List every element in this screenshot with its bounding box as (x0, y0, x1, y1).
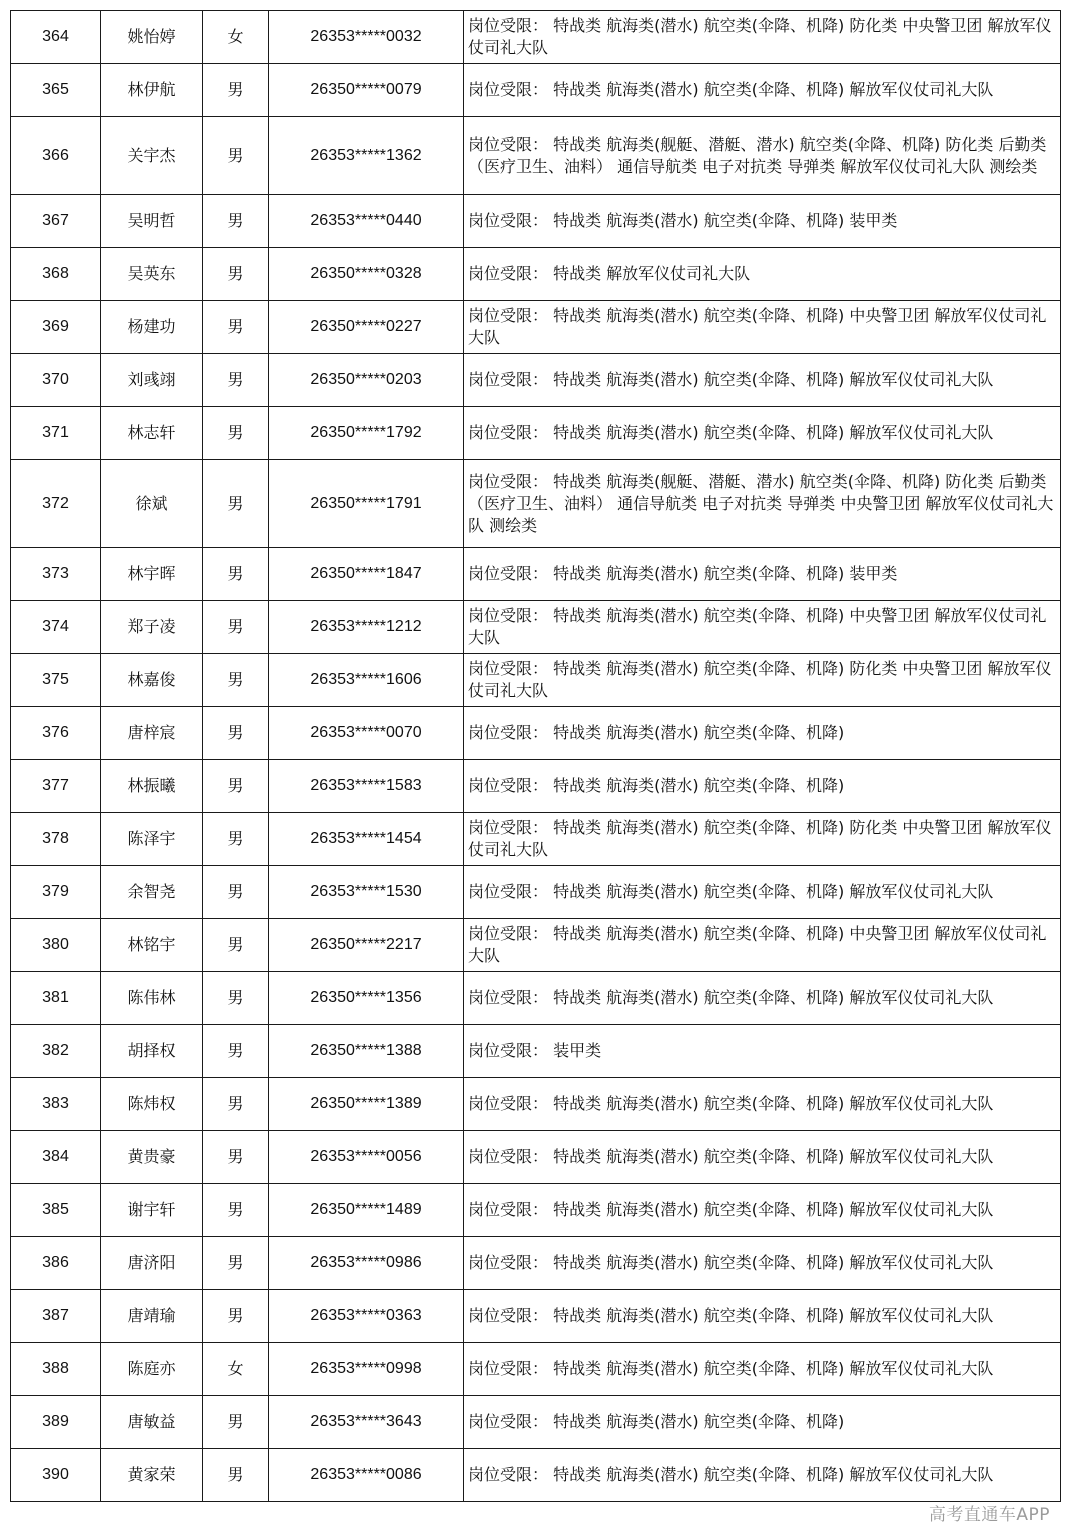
candidate-id: 26353*****0056 (269, 1131, 464, 1184)
table-row (11, 11, 1061, 64)
candidate-sex: 男 (203, 548, 269, 601)
restriction-note: 岗位受限： 特战类 航海类(潜水) 航空类(伞降、机降) 中央警卫团 解放军仪仗司礼大队 (464, 301, 1061, 354)
candidate-sex: 男 (203, 407, 269, 460)
candidate-name: 唐敏益 (101, 1396, 203, 1449)
candidate-name: 杨建功 (101, 301, 203, 354)
row-number: 374 (11, 601, 101, 654)
table-row (11, 707, 1061, 760)
candidate-sex: 男 (203, 707, 269, 760)
restriction-note: 岗位受限： 特战类 航海类(潜水) 航空类(伞降、机降) 解放军仪仗司礼大队 (464, 866, 1061, 919)
candidate-id: 26353*****0070 (269, 707, 464, 760)
candidate-name: 林宇晖 (101, 548, 203, 601)
table-row (11, 1343, 1061, 1396)
candidate-id: 26350*****0328 (269, 248, 464, 301)
candidate-id: 26350*****1356 (269, 972, 464, 1025)
table-row (11, 972, 1061, 1025)
candidate-name: 林铭宇 (101, 919, 203, 972)
restriction-note: 岗位受限： 特战类 航海类(潜水) 航空类(伞降、机降) (464, 1396, 1061, 1449)
table-row (11, 654, 1061, 707)
restriction-note: 岗位受限： 特战类 航海类(潜水) 航空类(伞降、机降) 解放军仪仗司礼大队 (464, 1078, 1061, 1131)
table-row (11, 919, 1061, 972)
candidate-name: 唐靖瑜 (101, 1290, 203, 1343)
restriction-note: 岗位受限： 特战类 航海类(潜水) 航空类(伞降、机降) 解放军仪仗司礼大队 (464, 1290, 1061, 1343)
row-number: 365 (11, 64, 101, 117)
row-number: 364 (11, 11, 101, 64)
candidate-id: 26350*****0227 (269, 301, 464, 354)
row-number: 376 (11, 707, 101, 760)
restriction-note: 岗位受限： 特战类 航海类(潜水) 航空类(伞降、机降) 解放军仪仗司礼大队 (464, 972, 1061, 1025)
candidate-name: 唐梓宸 (101, 707, 203, 760)
candidate-id: 26353*****1583 (269, 760, 464, 813)
table-row (11, 117, 1061, 195)
candidate-sex: 男 (203, 972, 269, 1025)
candidate-sex: 男 (203, 1025, 269, 1078)
candidate-name: 陈炜权 (101, 1078, 203, 1131)
table-row (11, 248, 1061, 301)
table-row (11, 195, 1061, 248)
restriction-note: 岗位受限： 特战类 航海类(潜水) 航空类(伞降、机降) 防化类 中央警卫团 解放军仪仗司礼大队 (464, 11, 1061, 64)
restriction-note: 岗位受限： 特战类 解放军仪仗司礼大队 (464, 248, 1061, 301)
table-row (11, 1290, 1061, 1343)
candidate-name: 唐济阳 (101, 1237, 203, 1290)
restriction-note: 岗位受限： 特战类 航海类(潜水) 航空类(伞降、机降) (464, 760, 1061, 813)
candidate-id: 26350*****2217 (269, 919, 464, 972)
table-row (11, 1237, 1061, 1290)
candidate-name: 林志轩 (101, 407, 203, 460)
roster-body (11, 11, 1061, 1502)
row-number: 366 (11, 117, 101, 195)
candidate-id: 26353*****1212 (269, 601, 464, 654)
candidate-name: 吴明哲 (101, 195, 203, 248)
candidate-sex: 男 (203, 866, 269, 919)
candidate-id: 26350*****1489 (269, 1184, 464, 1237)
candidate-id: 26353*****0440 (269, 195, 464, 248)
restriction-note: 岗位受限： 装甲类 (464, 1025, 1061, 1078)
candidate-sex: 男 (203, 64, 269, 117)
candidate-id: 26350*****1389 (269, 1078, 464, 1131)
restriction-note: 岗位受限： 特战类 航海类(潜水) 航空类(伞降、机降) 中央警卫团 解放军仪仗司礼大队 (464, 919, 1061, 972)
candidate-sex: 女 (203, 1343, 269, 1396)
table-row (11, 301, 1061, 354)
row-number: 386 (11, 1237, 101, 1290)
row-number: 371 (11, 407, 101, 460)
table-row (11, 1078, 1061, 1131)
row-number: 385 (11, 1184, 101, 1237)
candidate-name: 郑子凌 (101, 601, 203, 654)
table-row (11, 760, 1061, 813)
restriction-note: 岗位受限： 特战类 航海类(潜水) 航空类(伞降、机降) 装甲类 (464, 195, 1061, 248)
row-number: 390 (11, 1449, 101, 1502)
table-row (11, 1131, 1061, 1184)
restriction-note: 岗位受限： 特战类 航海类(舰艇、潜艇、潜水) 航空类(伞降、机降) 防化类 后勤类（医疗卫生、油料） 通信导航类 电子对抗类 导弹类 解放军仪仗司礼大队 测绘类 (464, 117, 1061, 195)
table-row (11, 1396, 1061, 1449)
candidate-name: 林嘉俊 (101, 654, 203, 707)
row-number: 379 (11, 866, 101, 919)
row-number: 381 (11, 972, 101, 1025)
roster-table (10, 10, 1061, 1502)
candidate-sex: 男 (203, 354, 269, 407)
candidate-sex: 男 (203, 301, 269, 354)
row-number: 378 (11, 813, 101, 866)
restriction-note: 岗位受限： 特战类 航海类(潜水) 航空类(伞降、机降) 解放军仪仗司礼大队 (464, 354, 1061, 407)
candidate-id: 26353*****1530 (269, 866, 464, 919)
candidate-sex: 男 (203, 1290, 269, 1343)
candidate-id: 26353*****1362 (269, 117, 464, 195)
row-number: 382 (11, 1025, 101, 1078)
candidate-name: 林振曦 (101, 760, 203, 813)
candidate-id: 26353*****0032 (269, 11, 464, 64)
watermark: 高考直通车APP (928, 1505, 1050, 1525)
candidate-id: 26353*****0363 (269, 1290, 464, 1343)
candidate-sex: 男 (203, 1237, 269, 1290)
candidate-id: 26353*****1454 (269, 813, 464, 866)
table-row (11, 1025, 1061, 1078)
candidate-id: 26350*****1791 (269, 460, 464, 548)
candidate-sex: 男 (203, 919, 269, 972)
candidate-name: 吴英东 (101, 248, 203, 301)
candidate-sex: 男 (203, 1078, 269, 1131)
row-number: 387 (11, 1290, 101, 1343)
candidate-sex: 男 (203, 195, 269, 248)
candidate-sex: 男 (203, 654, 269, 707)
candidate-id: 26353*****3643 (269, 1396, 464, 1449)
candidate-id: 26350*****1847 (269, 548, 464, 601)
restriction-note: 岗位受限： 特战类 航海类(潜水) 航空类(伞降、机降) 装甲类 (464, 548, 1061, 601)
candidate-id: 26350*****0203 (269, 354, 464, 407)
candidate-name: 陈庭亦 (101, 1343, 203, 1396)
table-row (11, 460, 1061, 548)
candidate-id: 26350*****0079 (269, 64, 464, 117)
candidate-sex: 女 (203, 11, 269, 64)
candidate-id: 26350*****1388 (269, 1025, 464, 1078)
row-number: 368 (11, 248, 101, 301)
restriction-note: 岗位受限： 特战类 航海类(潜水) 航空类(伞降、机降) 解放军仪仗司礼大队 (464, 64, 1061, 117)
row-number: 375 (11, 654, 101, 707)
table-row (11, 407, 1061, 460)
candidate-name: 胡择权 (101, 1025, 203, 1078)
candidate-id: 26353*****0986 (269, 1237, 464, 1290)
restriction-note: 岗位受限： 特战类 航海类(潜水) 航空类(伞降、机降) 中央警卫团 解放军仪仗司礼大队 (464, 601, 1061, 654)
candidate-sex: 男 (203, 248, 269, 301)
row-number: 367 (11, 195, 101, 248)
restriction-note: 岗位受限： 特战类 航海类(潜水) 航空类(伞降、机降) 解放军仪仗司礼大队 (464, 1237, 1061, 1290)
candidate-name: 林伊航 (101, 64, 203, 117)
candidate-sex: 男 (203, 760, 269, 813)
candidate-id: 26353*****0998 (269, 1343, 464, 1396)
restriction-note: 岗位受限： 特战类 航海类(潜水) 航空类(伞降、机降) 解放军仪仗司礼大队 (464, 1184, 1061, 1237)
table-row (11, 1449, 1061, 1502)
candidate-name: 黄贵豪 (101, 1131, 203, 1184)
row-number: 389 (11, 1396, 101, 1449)
candidate-sex: 男 (203, 1449, 269, 1502)
table-row (11, 64, 1061, 117)
row-number: 388 (11, 1343, 101, 1396)
candidate-name: 徐斌 (101, 460, 203, 548)
candidate-sex: 男 (203, 460, 269, 548)
row-number: 373 (11, 548, 101, 601)
table-row (11, 548, 1061, 601)
row-number: 369 (11, 301, 101, 354)
table-row (11, 813, 1061, 866)
table-row (11, 1184, 1061, 1237)
candidate-name: 姚怡婷 (101, 11, 203, 64)
candidate-id: 26353*****1606 (269, 654, 464, 707)
candidate-name: 黄家荣 (101, 1449, 203, 1502)
candidate-sex: 男 (203, 1184, 269, 1237)
candidate-name: 谢宇轩 (101, 1184, 203, 1237)
restriction-note: 岗位受限： 特战类 航海类(潜水) 航空类(伞降、机降) (464, 707, 1061, 760)
restriction-note: 岗位受限： 特战类 航海类(潜水) 航空类(伞降、机降) 防化类 中央警卫团 解放军仪仗司礼大队 (464, 654, 1061, 707)
candidate-sex: 男 (203, 813, 269, 866)
table-row (11, 601, 1061, 654)
restriction-note: 岗位受限： 特战类 航海类(潜水) 航空类(伞降、机降) 解放军仪仗司礼大队 (464, 1449, 1061, 1502)
row-number: 380 (11, 919, 101, 972)
candidate-name: 刘彧翊 (101, 354, 203, 407)
restriction-note: 岗位受限： 特战类 航海类(潜水) 航空类(伞降、机降) 解放军仪仗司礼大队 (464, 1343, 1061, 1396)
row-number: 377 (11, 760, 101, 813)
candidate-id: 26350*****1792 (269, 407, 464, 460)
restriction-note: 岗位受限： 特战类 航海类(舰艇、潜艇、潜水) 航空类(伞降、机降) 防化类 后勤类（医疗卫生、油料） 通信导航类 电子对抗类 导弹类 中央警卫团 解放军仪仗司礼大队 测绘类 (464, 460, 1061, 548)
restriction-note: 岗位受限： 特战类 航海类(潜水) 航空类(伞降、机降) 防化类 中央警卫团 解放军仪仗司礼大队 (464, 813, 1061, 866)
candidate-name: 余智尧 (101, 866, 203, 919)
candidate-name: 陈伟林 (101, 972, 203, 1025)
candidate-sex: 男 (203, 601, 269, 654)
candidate-name: 陈泽宇 (101, 813, 203, 866)
row-number: 383 (11, 1078, 101, 1131)
table-row (11, 866, 1061, 919)
row-number: 384 (11, 1131, 101, 1184)
candidate-name: 关宇杰 (101, 117, 203, 195)
candidate-sex: 男 (203, 1396, 269, 1449)
row-number: 370 (11, 354, 101, 407)
candidate-sex: 男 (203, 117, 269, 195)
restriction-note: 岗位受限： 特战类 航海类(潜水) 航空类(伞降、机降) 解放军仪仗司礼大队 (464, 407, 1061, 460)
table-row (11, 354, 1061, 407)
candidate-id: 26353*****0086 (269, 1449, 464, 1502)
row-number: 372 (11, 460, 101, 548)
candidate-sex: 男 (203, 1131, 269, 1184)
restriction-note: 岗位受限： 特战类 航海类(潜水) 航空类(伞降、机降) 解放军仪仗司礼大队 (464, 1131, 1061, 1184)
